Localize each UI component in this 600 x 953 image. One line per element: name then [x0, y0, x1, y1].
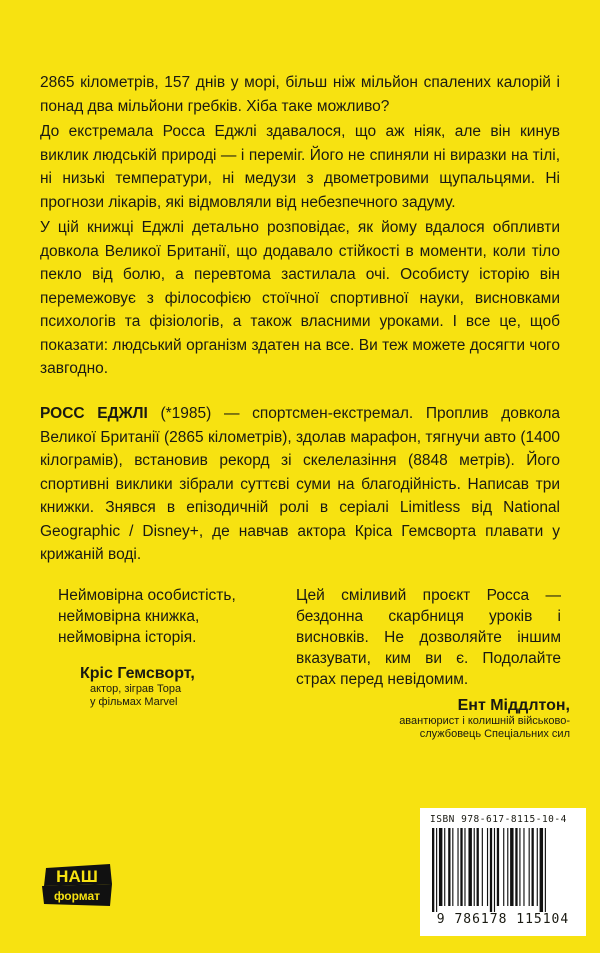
quote-author-role-line2: службовець Спеціальних сил — [419, 728, 570, 740]
description-paragraph-1: 2865 кілометрів, 157 днів у морі, більш ніж мільйон спалених калорій і понад два мільйони гребків. Хіба таке можливо? — [40, 74, 560, 115]
author-bio-text: (*1985) — спортсмен-екстремал. Проплив довкола Великої Британії (2865 кілометрів), здолав марафон, тягнучи авто (1400 кілограмів), встановив рекорд зі скелелазіння (8848 метрів). Його спортивні виклики зібрали суттєві суми на благодійність. Написав три книжки. Знявся в епізодичній ролі в серіалі Limitless від National Geographic / Disney+, де навчав актора Кріса Гемсворта плавати у крижаній воді. — [40, 405, 560, 563]
quote-middleton: Цей сміливий проєкт Росса — бездонна скарбниця уроків і висновків. Не дозволяйте іншим вказувати, ким ви є. Подолайте страх перед невідомим. — [296, 587, 561, 688]
author-name: РОСС ЕДЖЛІ — [40, 405, 148, 422]
publisher-logo-line1: НАШ — [56, 867, 98, 886]
quote-hemsworth: Неймовірна особистість, неймовірна книжка, неймовірна історія. — [58, 587, 236, 646]
author-bio — [40, 402, 560, 567]
quote-author-name: Кріс Гемсворт — [80, 665, 191, 682]
publisher-logo — [40, 862, 114, 908]
description-paragraph-3: У цій книжці Еджлі детально розповідає, як йому вдалося обпливти довкола Великої Британії, що додавало стійкості в моменти, коли тіло пекло від болю, а перевтома застилала очі. Особисту історію він перемежовує з філософією стоїчної спортивної науки, висновками психологів та фізіологів, а також власними уроками. І все це, щоб показати: людський організм здатен на все. Ви теж можете досягти чого завгодно. — [40, 219, 560, 377]
quote-author-role-line1: авантюрист і колишній військово- — [399, 715, 570, 727]
barcode-icon — [430, 828, 576, 912]
ean-number: 9 786178 115104 — [436, 912, 570, 927]
publisher-logo-line2: формат — [53, 889, 101, 903]
quote-author-name: Ент Міддлтон — [457, 697, 566, 714]
signature-middleton: Ент Міддлтон, авантюрист і колишній військово- службовець Спеціальних сил — [360, 697, 570, 741]
quote-author-role-line2: у фільмах Marvel — [90, 696, 178, 708]
isbn-number: ISBN 978-617-8115-10-4 — [430, 814, 567, 825]
barcode-area — [420, 808, 586, 936]
description-paragraph-2: До екстремала Росса Еджлі здавалося, що аж ніяк, але він кинув виклик людській природі — і переміг. Його не спиняли ні виразки на тілі, ні низькі температури, ні медузи з двометровими щупальцями. Ні прогнози лікарів, які відмовляли від небезпечного задуму. — [40, 123, 560, 211]
signature-hemsworth: Кріс Гемсворт, актор, зіграв Тора у фільмах Marvel — [80, 665, 238, 709]
quote-author-role-line1: актор, зіграв Тора — [90, 683, 182, 695]
